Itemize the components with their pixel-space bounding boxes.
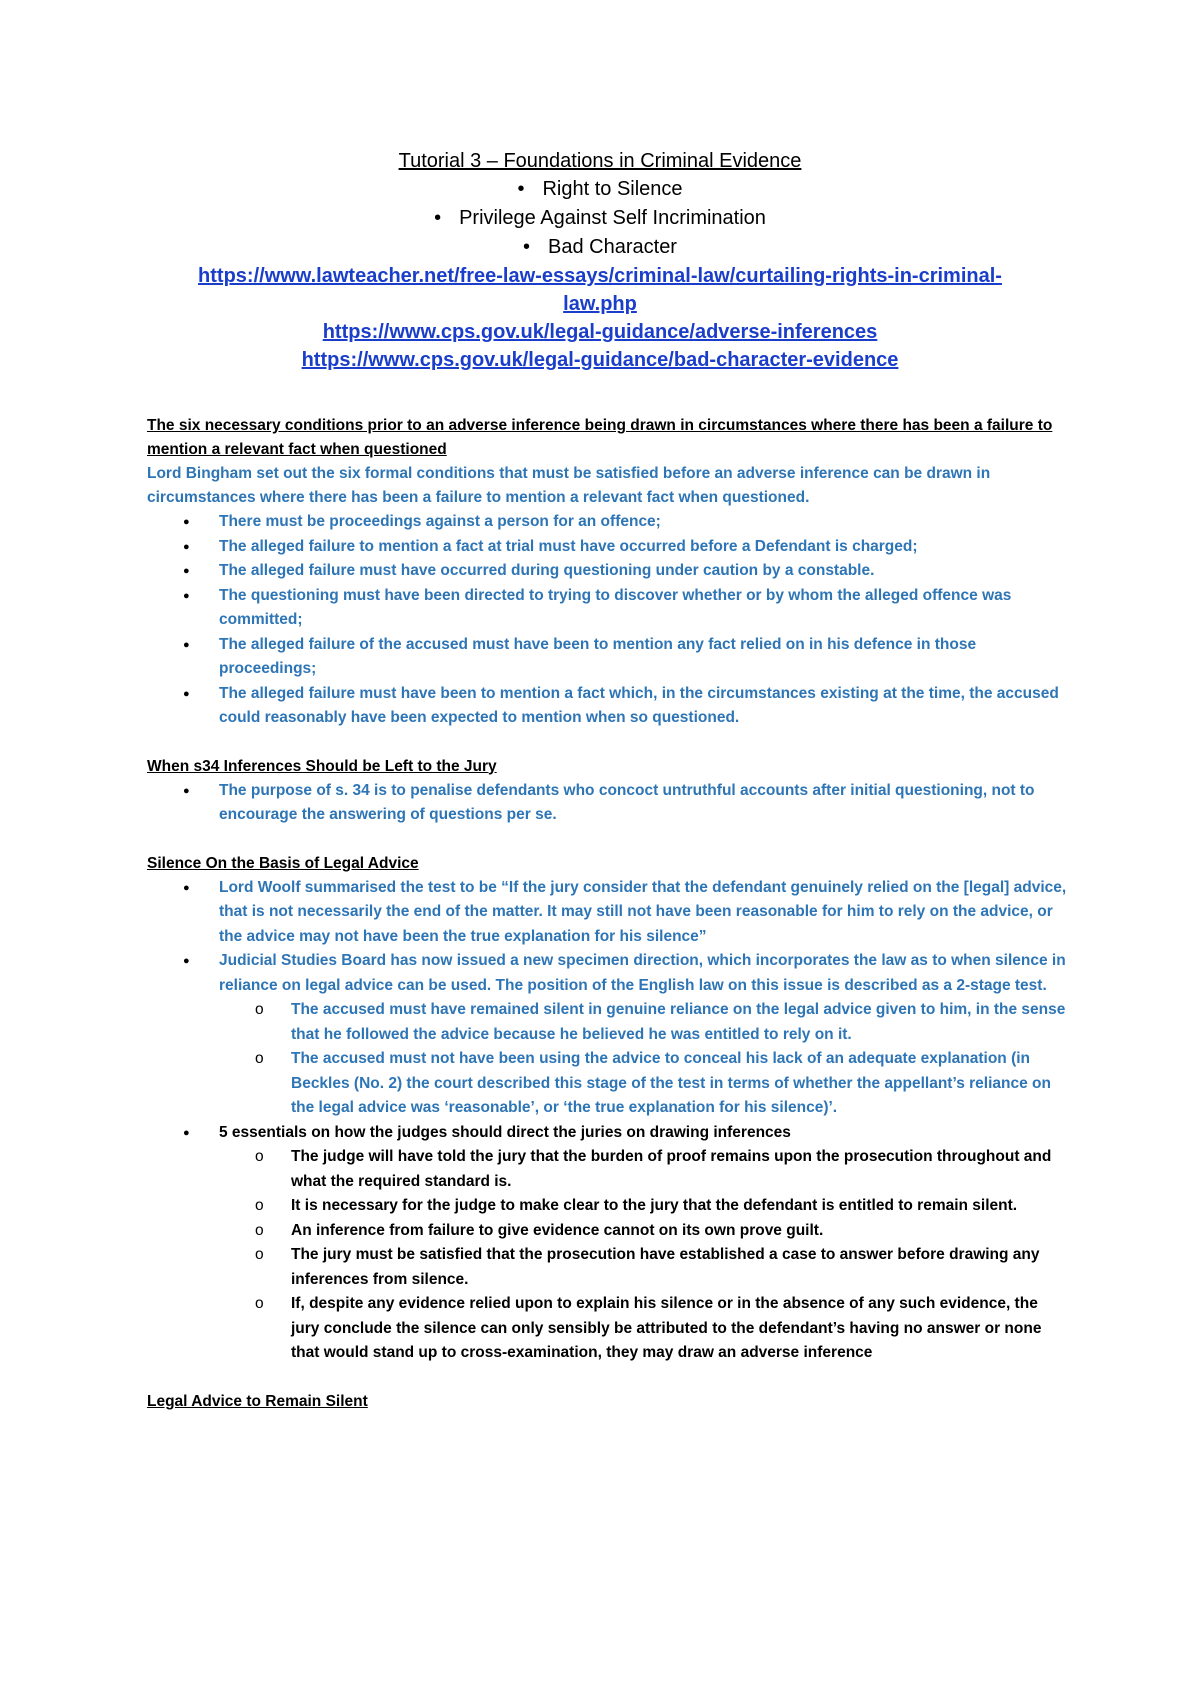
sub-list-item: o It is necessary for the judge to make clear to the jury that the defendant is entitled to remain silent.: [291, 1194, 1067, 1219]
list-item: ● The questioning must have been directed to trying to discover whether or by whom the alleged offence was committed;: [219, 584, 1067, 633]
sub-list-item: o The accused must have remained silent in genuine reliance on the legal advice given to him, in the sense that he followed the advice because he believed he was entitled to rely on it.: [291, 998, 1067, 1047]
legal-advice-list: [147, 876, 1067, 1366]
list-item-text: Judicial Studies Board has now issued a new specimen direction, which incorporates the law as to when silence in reliance on legal advice can be used. The position of the English law on this issue is described as a 2-stage test.: [219, 952, 1066, 994]
topic-item: • Bad Character: [0, 233, 1200, 262]
list-item: [219, 1121, 1067, 1366]
list-item: ● There must be proceedings against a person for an offence;: [219, 510, 1067, 535]
sub-list-item: o The judge will have told the jury that the burden of proof remains upon the prosecution throughout and what the required standard is.: [291, 1145, 1067, 1194]
sub-list-item: o If, despite any evidence relied upon to explain his silence or in the absence of any such evidence, the jury conclude the silence can only sensibly be attributed to the defendant’s having no answer or none that would stand up to cross-examination, they may draw an adverse inference: [291, 1292, 1067, 1366]
list-item: [219, 876, 1067, 950]
list-item: ● The alleged failure to mention a fact at trial must have occurred before a Defendant is charged;: [219, 535, 1067, 560]
section-heading: The six necessary conditions prior to an adverse inference being drawn in circumstances where there has been a failure to mention a relevant fact when questioned: [147, 417, 1053, 458]
reference-links: [0, 262, 1200, 374]
document-body: [147, 414, 1067, 1438]
page-title: Tutorial 3 – Foundations in Criminal Evidence: [398, 150, 802, 172]
list-item: ● The alleged failure must have occurred during questioning under caution by a constable.: [219, 559, 1067, 584]
topic-item: • Right to Silence: [0, 175, 1200, 204]
list-item: [219, 949, 1067, 1121]
topic-list: [0, 175, 1200, 262]
s34-list: [147, 779, 1067, 828]
section-intro: Lord Bingham set out the six formal conditions that must be satisfied before an adverse inference can be drawn in circumstances where there has been a failure to mention a relevant fact when questioned.: [147, 465, 991, 506]
topic-item: • Privilege Against Self Incrimination: [0, 204, 1200, 233]
sub-list-item: o The jury must be satisfied that the prosecution have established a case to answer before drawing any inferences from silence.: [291, 1243, 1067, 1292]
sub-list-item: o An inference from failure to give evidence cannot on its own prove guilt.: [291, 1219, 1067, 1244]
section-s34-inferences: [147, 755, 1067, 828]
jury-directions-list: [219, 1145, 1067, 1366]
list-item-text: Lord Woolf summarised the test to be “If the jury consider that the defendant genuinely relied on the [legal] advice, that is not necessarily the end of the matter. It may still not have been reasonable for him to rely on the advice, or the advice may not have been the true explanation for his silence”: [219, 878, 1067, 945]
list-item: ● The purpose of s. 34 is to penalise defendants who concoct untruthful accounts after initial questioning, not to encourage the answering of questions per se.: [219, 779, 1067, 828]
document-header: [0, 147, 1200, 374]
section-heading: Silence On the Basis of Legal Advice: [147, 854, 419, 872]
section-legal-advice-silence: [147, 852, 1067, 1366]
link-cps-adverse-inferences[interactable]: https://www.cps.gov.uk/legal-guidance/adverse-inferences: [322, 321, 878, 343]
section-heading: Legal Advice to Remain Silent: [147, 1392, 368, 1410]
list-item: ● The alleged failure must have been to mention a fact which, in the circumstances existing at the time, the accused could reasonably have been expected to mention when so questioned.: [219, 682, 1067, 731]
conditions-list: [147, 510, 1067, 731]
link-cps-bad-character[interactable]: https://www.cps.gov.uk/legal-guidance/bad-character-evidence: [301, 349, 899, 371]
section-legal-advice-remain-silent: [147, 1390, 1067, 1414]
list-item-text: 5 essentials on how the judges should direct the juries on drawing inferences: [219, 1123, 791, 1141]
sub-list-item: o The accused must not have been using the advice to conceal his lack of an adequate explanation (in Beckles (No. 2) the court described this stage of the test in terms of whether the appellant’s reliance on the legal advice was ‘reasonable’, or ‘the true explanation for his silence)’.: [291, 1047, 1067, 1121]
section-six-conditions: [147, 414, 1067, 731]
two-stage-test-list: [219, 998, 1067, 1121]
section-heading: When s34 Inferences Should be Left to the Jury: [147, 757, 497, 775]
link-lawteacher[interactable]: https://www.lawteacher.net/free-law-essays/criminal-law/curtailing-rights-in-criminal-law.php: [198, 265, 1002, 315]
list-item: ● The alleged failure of the accused must have been to mention any fact relied on in his defence in those proceedings;: [219, 633, 1067, 682]
